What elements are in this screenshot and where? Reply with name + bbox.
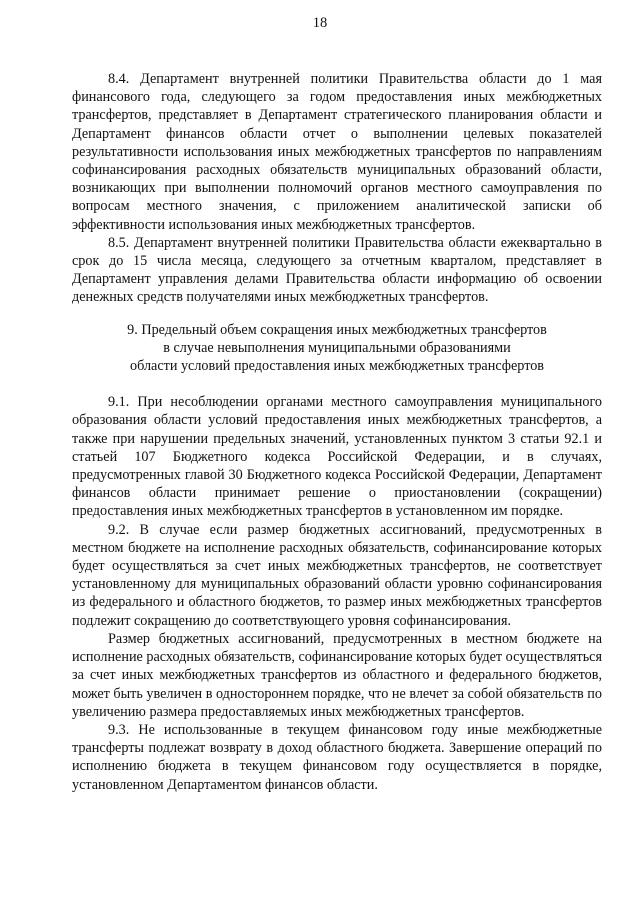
paragraph-8-4: 8.4. Департамент внутренней политики Правительства области до 1 мая финансового года, следующего за годом предоставления иных межбюджетных трансфертов, представляет в Департамент стратегического планирования области и Департамент финансов области отчет о выполнении целевых показателей результативности использования иных межбюджетных трансфертов по направлениям софинансирования расходных обязательств муниципальных образований области, возникающих при выполнении полномочий органов местного самоуправления по вопросам местного значения, с приложением аналитической записки об эффективности использования иных межбюджетных трансфертов. [72, 71, 602, 233]
paragraph-9-2-continued: Размер бюджетных ассигнований, предусмотренных в местном бюджете на исполнение расходных обязательств, софинансирование которых будет осуществляться за счет иных межбюджетных трансфертов из областного и федерального бюджетов, может быть увеличен в одностороннем порядке, что не влечет за собой обязательств по увеличению размера предоставляемых иных межбюджетных трансфертов. [72, 630, 602, 720]
document-body [72, 70, 602, 794]
paragraph-9-1: 9.1. При несоблюдении органами местного самоуправления муниципального образования области условий предоставления иных межбюджетных трансфертов, а также при нарушении предельных значений, установленных пунктом 3 статьи 92.1 и статьей 107 Бюджетного кодекса Российской Федерации, и в случаях, предусмотренных главой 30 Бюджетного кодекса Российской Федерации, Департамент финансов области принимает решение о приостановлении (сокращении) предоставления иных межбюджетных трансфертов в установленном им порядке. [72, 394, 602, 520]
page-number: 18 [312, 15, 328, 31]
section-heading-line-2: в случае невыполнения муниципальными образованиями [163, 339, 511, 356]
section-9-heading [72, 321, 602, 376]
paragraph-9-2: 9.2. В случае если размер бюджетных ассигнований, предусмотренных в местном бюджете на исполнение расходных обязательств, софинансирование которых будет осуществляться за счет иных межбюджетных трансфертов, не соответствует установленному для муниципальных образований области уровню софинансирования из федерального и областного бюджетов, то размер иных межбюджетных трансфертов подлежит сокращению до соответствующего уровня софинансирования. [72, 521, 602, 629]
section-heading-line-3: области условий предоставления иных межбюджетных трансфертов [129, 358, 544, 375]
paragraph-8-5: 8.5. Департамент внутренней политики Правительства области ежеквартально в срок до 15 числа месяца, следующего за отчетным кварталом, представляет в Департамент управления делами Правительства области информацию об освоении денежных средств получателями иных межбюджетных трансфертов. [72, 234, 602, 306]
paragraph-9-3: 9.3. Не использованные в текущем финансовом году иные межбюджетные трансферты подлежат возврату в доход областного бюджета. Завершение операций по исполнению бюджета в текущем финансовом году осуществляется в порядке, установленном Департаментом финансов области. [72, 721, 602, 793]
section-heading-line-1: 9. Предельный объем сокращения иных межбюджетных трансфертов [127, 321, 547, 338]
